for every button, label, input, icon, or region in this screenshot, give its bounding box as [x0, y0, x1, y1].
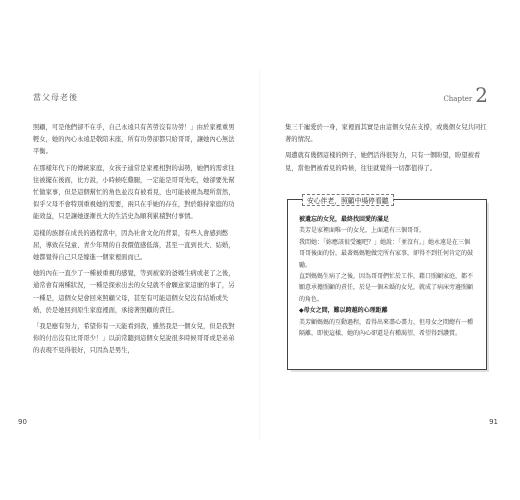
book-gutter	[259, 70, 261, 440]
body-paragraph: 她的內在一直少了一種被重視的感覺，等到被家的爸媽生病或老了之後，通常會有兩種狀況，一種是探索出去的女兒就不會願意家這麼的事了，另一種是，這個女兒會回來照顧父母，甚至有可能這個女兒沒有結婚或失婚，於是她回到原生家庭裡面，承接著照顧的責任。	[33, 270, 235, 314]
body-paragraph: 集三千寵愛於一身，家裡面其實是由這個女兒在支撐，或幾個女兒共同扛著的情況。	[285, 124, 487, 144]
callout-subheading: ◆母女之間，難以跨越的心理距離	[299, 307, 388, 315]
callout-box	[287, 199, 487, 370]
callout-title: 安心伴老，照顧中場停看聽	[302, 194, 394, 206]
body-paragraph: 照顧，可是他們卻不在乎，自己永遠只有苦勞沒有功勞！」由於家裡重男輕女，她的內心永遠是敬陪末座，所有功勞卻都只給哥哥，讓她內心無法平衡。	[33, 124, 235, 156]
body-paragraph: 「我是應有努力，希望你有一天能看到我，雖然我是一個女兒，但是我對你的付出沒有比哥哥少！」以前常聽到這個女兒說很多時候哥哥或是弟弟的表現不見得很好，只因為是男生，	[33, 323, 235, 355]
running-header-left: 當父母老後	[33, 93, 78, 102]
callout-body	[299, 214, 475, 339]
callout-paragraph: 我問她：「妳應該很受寵吧？」她說：「並沒有。」她永遠是在三個哥哥後面的份，最著媽媽牠做完所有家事，卻得不到任何肯定的鼓勵。	[299, 238, 474, 269]
body-paragraph: 周遭就有幾個這樣的例子，她們活得很努力，只有一個盼望，盼望被看見，當他們被看見的時候，往往就覺得一切都值得了。	[285, 152, 481, 172]
body-paragraph: 在那樣年代下的傳統家庭，女孩子通常是家裡相對的弱勢，她們的需求往往被擺在後面，比方說，小時候吃雞腿，一定能是哥哥先吃，她卻要先幫忙做家事，但是這個幫忙的角色並沒有被看見，也可能被視為理所當然，似乎父母不會特別重視她的需要，兩只在乎她的存在，對於維持家庭的功能效益，只是讓她逐漸長大的生活史為順利累積對付事情。	[33, 164, 235, 221]
callout-heading: 被遺忘的女兒，最終找回愛的滿足	[299, 216, 390, 223]
left-page-body	[33, 122, 236, 358]
callout-paragraph: 直到媽媽生病了之後，因為哥哥們忙於工作，藉口照顧家庭，都不願意承擔照顧的責任，於是一個未婚的女兒，就成了病床旁邊照顧的角色。	[299, 273, 474, 303]
page-number-right: 91	[489, 418, 498, 426]
right-page-body	[285, 122, 489, 175]
callout-paragraph: 美芳是家裡面唯一的女兒，上面還有三個哥哥。	[299, 227, 426, 235]
body-paragraph: 這樣的族群在成長的過程當中，因為社會文化的背景，有些人會感到憋屈，導致在兒童、青少年期的自我價值感低落，甚至一直到長大、結婚，她都覺得自己只是嫁進一個家裡面而已。	[33, 229, 235, 262]
page-number-left: 90	[18, 418, 27, 426]
callout-paragraph: 美芳顧媽媽的互動過程，看得出來盡心盡力，但母女之間總有一種隔離，即使這樣，她的內心卻還是有種渴望，希望得到讚賞。	[299, 318, 474, 338]
running-header-right	[443, 85, 488, 105]
chapter-label: Chapter	[443, 95, 473, 103]
chapter-number: 2	[475, 83, 488, 107]
